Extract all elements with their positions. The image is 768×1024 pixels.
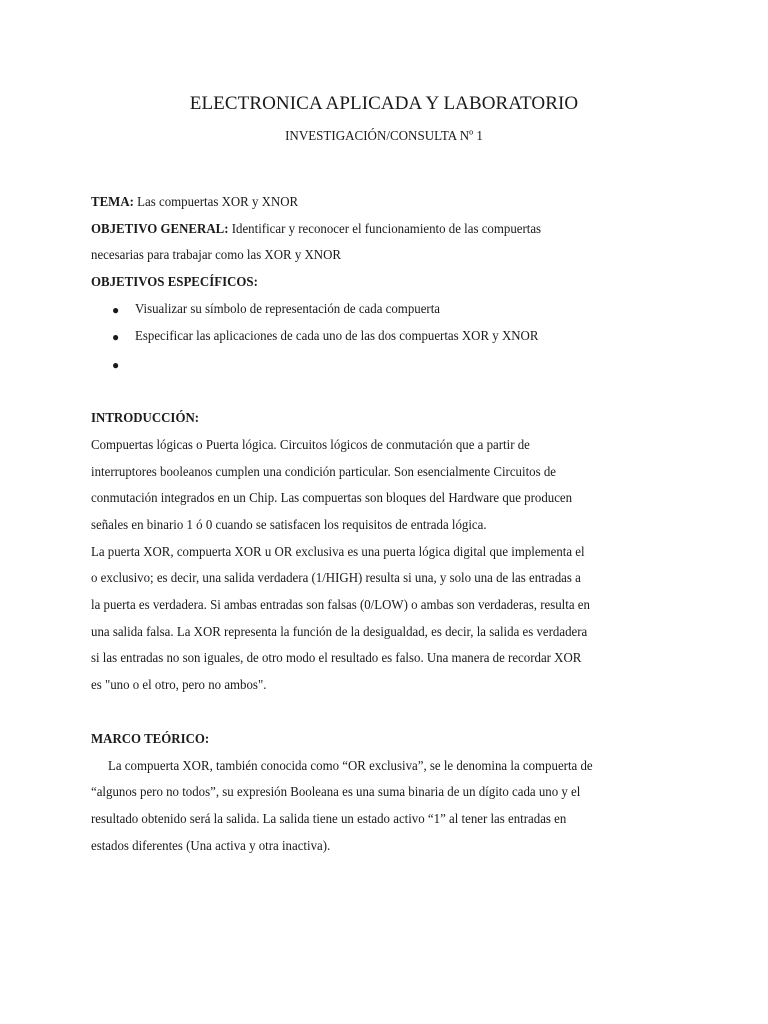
paragraph-line (91, 780, 691, 807)
introduccion-line-5: La puerta XOR, compuerta XOR u OR exclusiva es una puerta lógica digital que implementa el (91, 544, 585, 560)
list-item-text: Visualizar su símbolo de representación de cada compuerta (135, 301, 441, 317)
introduccion-line-10: es "uno o el otro, pero no ambos". (91, 678, 267, 694)
paragraph-line (91, 593, 691, 620)
list-item (91, 324, 691, 352)
list-item (91, 297, 691, 325)
marco-teorico-label: MARCO TEÓRICO: (91, 731, 210, 747)
tema-label: TEMA: (91, 195, 134, 210)
introduccion-line-3: conmutación integrados en un Chip. Las compuertas son bloques del Hardware que producen (91, 491, 573, 507)
paragraph-line (91, 754, 691, 781)
marco-teorico-line-4: estados diferentes (Una activa y otra inactiva). (91, 838, 331, 854)
paragraph-line (91, 834, 691, 861)
paragraph-line (91, 513, 691, 540)
objetivo-general-line-2 (91, 243, 691, 270)
paragraph-line (91, 807, 691, 834)
objetivos-especificos-heading (91, 270, 691, 297)
introduccion-line-6: o exclusivo; es decir, una salida verdadera (1/HIGH) resulta si una, y solo una de las entradas a (91, 571, 581, 587)
document-subtitle: INVESTIGACIÓN/CONSULTA Nº 1 (285, 129, 483, 144)
marco-teorico-line-3: resultado obtenido será la salida. La salida tiene un estado activo “1” al tener las entradas en (91, 811, 567, 827)
objetivos-especificos-label: OBJETIVOS ESPECÍFICOS: (91, 275, 258, 291)
paragraph-line (91, 620, 691, 647)
objetivo-general-label: OBJETIVO GENERAL: (91, 221, 229, 237)
objetivo-general-text-2: necesarias para trabajar como las XOR y XNOR (91, 248, 342, 264)
tema-line (91, 190, 691, 217)
tema-value: Las compuertas XOR y XNOR (133, 195, 299, 210)
paragraph-line (91, 460, 691, 487)
paragraph-line (91, 486, 691, 513)
marco-teorico-line-1: La compuerta XOR, también conocida como “OR exclusiva”, se le denomina la compuerta de (108, 758, 593, 774)
spacer (91, 700, 691, 727)
document-body (91, 190, 691, 860)
objetivo-general-line-1 (91, 217, 691, 244)
document-title: ELECTRONICA APLICADA Y LABORATORIO (189, 93, 579, 114)
objetivo-general-text-1: Identificar y reconocer el funcionamiento de las compuertas (228, 221, 542, 237)
introduccion-line-9: si las entradas no son iguales, de otro modo el resultado es falso. Una manera de recordar XOR (91, 651, 582, 667)
list-item (91, 352, 691, 380)
introduccion-line-1: Compuertas lógicas o Puerta lógica. Circuitos lógicos de conmutación que a partir de (91, 437, 530, 453)
bullet-icon: ● (112, 357, 120, 372)
marco-teorico-heading (91, 727, 691, 754)
paragraph-line (91, 673, 691, 700)
paragraph-line (91, 540, 691, 567)
paragraph-line (91, 646, 691, 673)
paragraph-line (91, 566, 691, 593)
introduccion-heading (91, 406, 691, 433)
bullet-icon: ● (112, 330, 120, 345)
paragraph-line (91, 433, 691, 460)
marco-teorico-line-2: “algunos pero no todos”, su expresión Booleana es una suma binaria de un dígito cada uno y el (91, 785, 581, 801)
introduccion-line-8: una salida falsa. La XOR representa la función de la desigualdad, es decir, la salida es verdadera (91, 624, 588, 640)
bullet-icon: ● (112, 302, 120, 317)
introduccion-line-4: señales en binario 1 ó 0 cuando se satisfacen los requisitos de entrada lógica. (91, 518, 487, 533)
introduccion-line-7: la puerta es verdadera. Si ambas entradas son falsas (0/LOW) o ambas son verdaderas, resulta en (91, 598, 590, 614)
introduccion-line-2: interruptores booleanos cumplen una condición particular. Son esencialmente Circuitos de (91, 464, 556, 480)
introduccion-label: INTRODUCCIÓN: (91, 411, 200, 427)
spacer (91, 379, 691, 406)
list-item-text: Especificar las aplicaciones de cada uno de las dos compuertas XOR y XNOR (135, 329, 539, 345)
